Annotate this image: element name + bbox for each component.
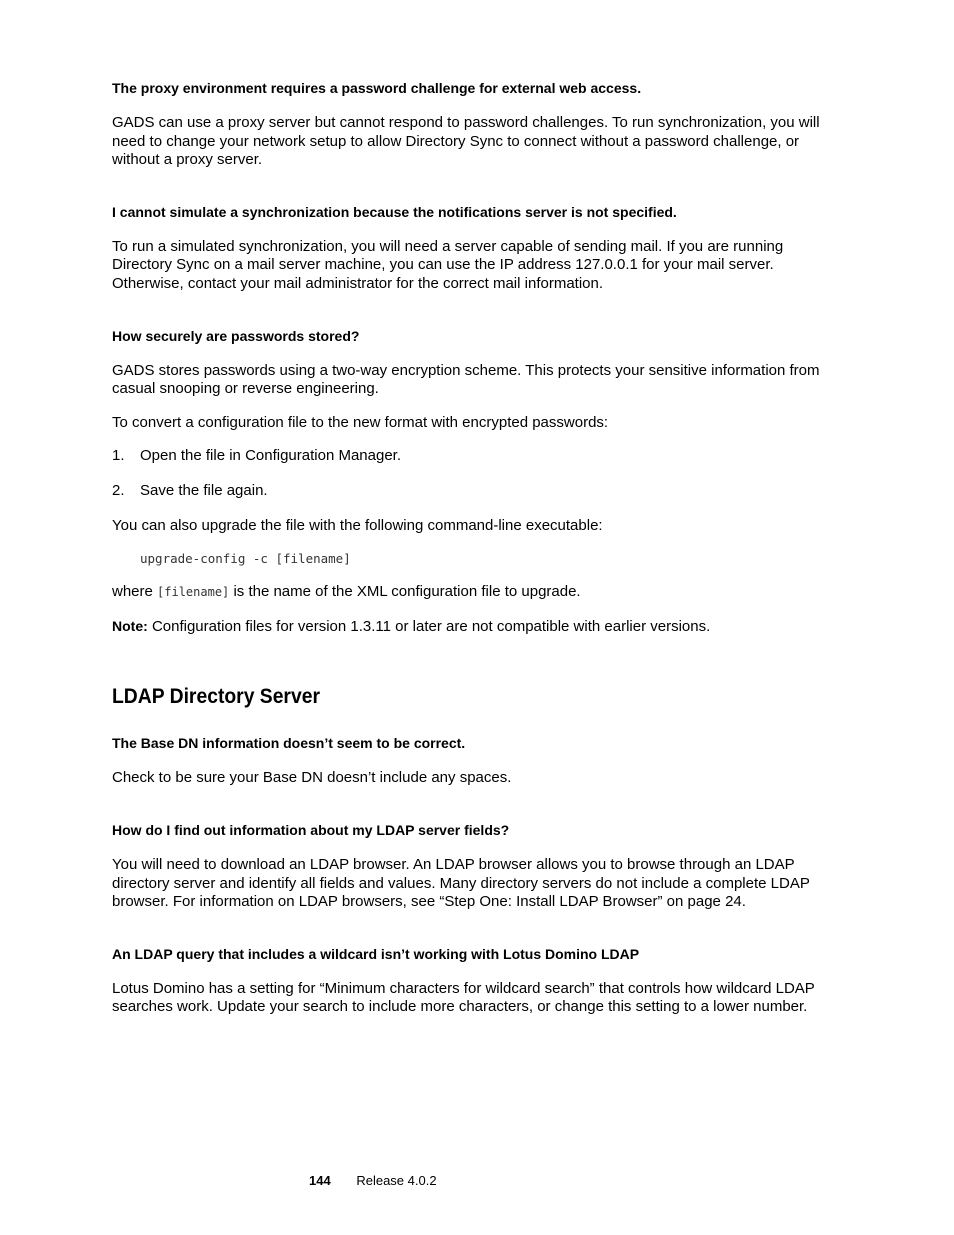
question-ldap-fields: How do I find out information about my LDAP server fields?	[112, 821, 510, 838]
page-body	[112, 80, 847, 1032]
answer-simulate: To run a simulated synchronization, you will need a server capable of sending mail. If you are running Directory Sync on a mail server machine, you can use the IP address 127.0.0.1 for your mail server. Otherwise, contact your mail administrator for the correct mail information.	[112, 237, 784, 292]
filename-code: [filename]	[157, 585, 230, 600]
step-text: Save the file again.	[140, 481, 268, 499]
upgrade-intro: You can also upgrade the file with the following command-line executable:	[112, 516, 603, 534]
list-item	[112, 447, 847, 466]
section-heading: LDAP Directory Server	[112, 685, 320, 709]
step-number: 2.	[112, 481, 125, 499]
where-pre: where	[112, 583, 158, 601]
page-footer	[309, 1173, 437, 1188]
answer-wildcard: Lotus Domino has a setting for “Minimum characters for wildcard search” that controls how wildcard LDAP searches work. Update your search to include more characters, or change this setting to a lower number.	[112, 979, 815, 1016]
code-block: upgrade-config -c [filename]	[140, 551, 351, 567]
note-text: Configuration files for version 1.3.11 or later are not compatible with earlier versions.	[147, 617, 711, 635]
question-base-dn: The Base DN information doesn’t seem to be correct.	[112, 735, 466, 752]
step-text: Open the file in Configuration Manager.	[140, 447, 401, 465]
convert-intro: To convert a configuration file to the new format with encrypted passwords:	[112, 413, 609, 431]
question-proxy: The proxy environment requires a password challenge for external web access.	[112, 80, 642, 96]
where-post: is the name of the XML configuration file to upgrade.	[229, 583, 581, 601]
answer-ldap-fields: You will need to download an LDAP browser. An LDAP browser allows you to browse through an LDAP directory server and identify all fields and values. Many directory servers do not include a complete LDAP browser. For information on LDAP browsers, see “Step One: Install LDAP Browser” on page 24.	[112, 855, 810, 911]
where-paragraph	[112, 583, 847, 602]
answer-base-dn: Check to be sure your Base DN doesn’t include any spaces.	[112, 769, 512, 787]
question-passwords: How securely are passwords stored?	[112, 327, 360, 344]
question-wildcard: An LDAP query that includes a wildcard isn’t working with Lotus Domino LDAP	[112, 945, 640, 962]
answer-passwords: GADS stores passwords using a two-way encryption scheme. This protects your sensitive information from casual snooping or reverse engineering.	[112, 361, 820, 398]
note-paragraph	[112, 617, 847, 637]
page-number: 144	[309, 1173, 331, 1188]
release-label: Release 4.0.2	[356, 1173, 437, 1188]
list-item	[112, 482, 847, 501]
answer-proxy: GADS can use a proxy server but cannot respond to password challenges. To run synchronization, you will need to change your network setup to allow Directory Sync to connect without a password challenge, or without a proxy server.	[112, 114, 820, 169]
step-number: 1.	[112, 447, 125, 465]
question-simulate: I cannot simulate a synchronization because the notifications server is not specified.	[112, 203, 677, 220]
note-label: Note:	[112, 617, 148, 634]
